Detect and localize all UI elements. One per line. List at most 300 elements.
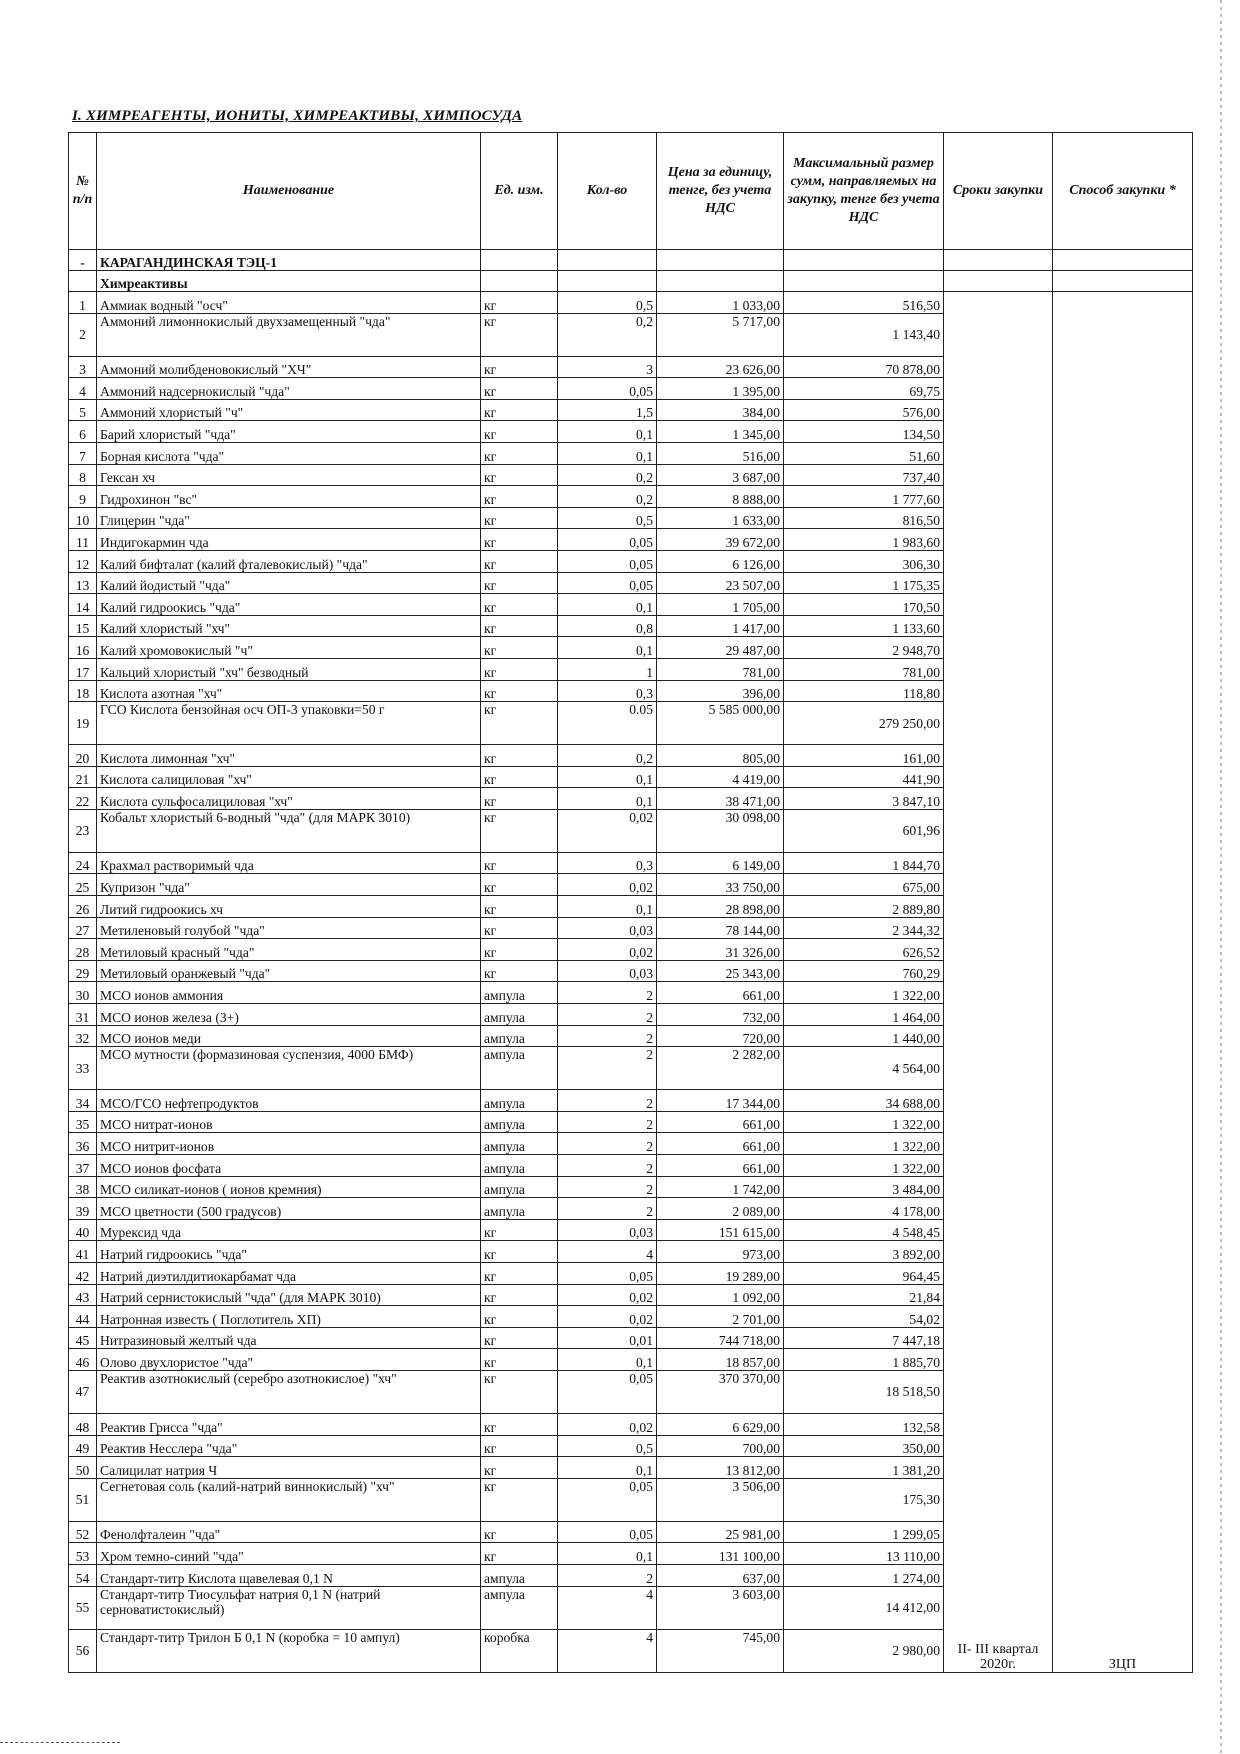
section-row-category [69,271,1193,292]
item-price: 732,00 [657,1004,784,1026]
item-unit: кг [481,313,558,356]
item-name: Индигокармин чда [97,529,481,551]
item-price: 131 100,00 [657,1543,784,1565]
item-quantity: 0,02 [558,1413,657,1435]
item-max-sum: 3 892,00 [784,1241,944,1263]
item-unit: кг [481,486,558,508]
row-number: 39 [69,1198,97,1220]
row-number: 19 [69,702,97,745]
item-unit: кг [481,745,558,767]
item-unit: кг [481,421,558,443]
item-price: 2 701,00 [657,1306,784,1328]
row-number: 54 [69,1564,97,1586]
item-max-sum: 34 688,00 [784,1090,944,1112]
purchase-term: II- III квартал 2020г. [944,292,1053,1673]
item-price: 4 419,00 [657,766,784,788]
item-unit: кг [481,939,558,961]
item-max-sum: 1 299,05 [784,1521,944,1543]
item-price: 39 672,00 [657,529,784,551]
row-number: 31 [69,1004,97,1026]
row-number: 2 [69,313,97,356]
item-max-sum: 1 322,00 [784,1133,944,1155]
item-max-sum: 170,50 [784,594,944,616]
col-header-price: Цена за единицу, тенге, без учета НДС [657,133,784,250]
item-unit: кг [481,1284,558,1306]
item-name: МСО ионов фосфата [97,1155,481,1177]
item-price: 23 507,00 [657,572,784,594]
item-name: Калий йодистый "чда" [97,572,481,594]
row-number: 10 [69,507,97,529]
item-unit: кг [481,1521,558,1543]
item-quantity: 0,05 [558,529,657,551]
item-unit: кг [481,550,558,572]
col-header-max: Максимальный размер сумм, направляемых на закупку, тенге без учета НДС [784,133,944,250]
row-number: 8 [69,464,97,486]
row-number: 27 [69,917,97,939]
item-max-sum: 2 889,80 [784,896,944,918]
item-quantity: 0,3 [558,852,657,874]
item-name: Калий бифталат (калий фталевокислый) "чда" [97,550,481,572]
item-max-sum: 1 440,00 [784,1025,944,1047]
item-price: 384,00 [657,399,784,421]
item-unit: кг [481,1306,558,1328]
item-name: Кальций хлористый "хч" безводный [97,658,481,680]
row-number: 48 [69,1413,97,1435]
row-number: 1 [69,292,97,314]
row-number: 21 [69,766,97,788]
row-number: 30 [69,982,97,1004]
item-quantity: 0,1 [558,1457,657,1479]
item-price: 3 603,00 [657,1586,784,1629]
item-price: 1 742,00 [657,1176,784,1198]
row-number: 9 [69,486,97,508]
item-price: 370 370,00 [657,1370,784,1413]
item-quantity: 2 [558,1155,657,1177]
item-price: 5 585 000,00 [657,702,784,745]
row-number: 17 [69,658,97,680]
row-number: 14 [69,594,97,616]
item-max-sum: 132,58 [784,1413,944,1435]
item-name: Аммоний хлористый "ч" [97,399,481,421]
row-number: 3 [69,356,97,378]
item-price: 5 717,00 [657,313,784,356]
item-price: 6 126,00 [657,550,784,572]
item-unit: кг [481,1413,558,1435]
item-price: 3 506,00 [657,1478,784,1521]
item-max-sum: 350,00 [784,1435,944,1457]
row-number: 34 [69,1090,97,1112]
item-quantity: 2 [558,1133,657,1155]
item-max-sum: 1 844,70 [784,852,944,874]
item-max-sum: 13 110,00 [784,1543,944,1565]
row-number: 46 [69,1349,97,1371]
item-quantity: 0,1 [558,421,657,443]
item-quantity: 4 [558,1241,657,1263]
item-name: Сегнетовая соль (калий-натрий виннокислый) "хч" [97,1478,481,1521]
row-number: 32 [69,1025,97,1047]
item-name: ГСО Кислота бензойная осч ОП-3 упаковки=50 г [97,702,481,745]
item-name: Литий гидроокись хч [97,896,481,918]
row-number: 23 [69,809,97,852]
item-name: Олово двухлористое "чда" [97,1349,481,1371]
item-quantity: 2 [558,1111,657,1133]
row-number: 28 [69,939,97,961]
item-max-sum: 279 250,00 [784,702,944,745]
item-quantity: 0,3 [558,680,657,702]
item-unit: кг [481,356,558,378]
item-price: 700,00 [657,1435,784,1457]
item-name: Калий хлористый "хч" [97,615,481,637]
item-price: 1 092,00 [657,1284,784,1306]
item-unit: кг [481,1543,558,1565]
item-unit: кг [481,1219,558,1241]
row-number: 13 [69,572,97,594]
item-max-sum: 626,52 [784,939,944,961]
item-name: Кобальт хлористый 6-водный "чда" (для МАРК 3010) [97,809,481,852]
item-quantity: 0,1 [558,1543,657,1565]
item-unit: кг [481,292,558,314]
item-name: МСО ионов железа (3+) [97,1004,481,1026]
item-price: 1 395,00 [657,378,784,400]
item-price: 29 487,00 [657,637,784,659]
item-max-sum: 2 948,70 [784,637,944,659]
item-name: МСО цветности (500 градусов) [97,1198,481,1220]
item-max-sum: 161,00 [784,745,944,767]
col-header-qty: Кол-во [558,133,657,250]
row-number: 18 [69,680,97,702]
item-quantity: 2 [558,982,657,1004]
item-price: 720,00 [657,1025,784,1047]
item-name: Нитразиновый желтый чда [97,1327,481,1349]
item-price: 781,00 [657,658,784,680]
item-quantity: 0,02 [558,939,657,961]
item-quantity: 4 [558,1586,657,1629]
item-quantity: 0,05 [558,1370,657,1413]
item-max-sum: 54,02 [784,1306,944,1328]
item-unit: кг [481,1241,558,1263]
item-quantity: 0,1 [558,442,657,464]
item-quantity: 2 [558,1176,657,1198]
section-category-name: Химреактивы [97,271,481,292]
item-quantity: 2 [558,1090,657,1112]
row-number: 38 [69,1176,97,1198]
item-max-sum: 175,30 [784,1478,944,1521]
item-max-sum: 441,90 [784,766,944,788]
item-price: 661,00 [657,982,784,1004]
item-unit: ампула [481,1176,558,1198]
row-number: 50 [69,1457,97,1479]
item-unit: кг [481,615,558,637]
row-number: 35 [69,1111,97,1133]
table-body [69,250,1193,1673]
item-unit: ампула [481,982,558,1004]
item-unit: ампула [481,1586,558,1629]
item-name: Салицилат натрия Ч [97,1457,481,1479]
item-price: 30 098,00 [657,809,784,852]
row-number: 25 [69,874,97,896]
item-unit: кг [481,594,558,616]
item-quantity: 0,05 [558,1478,657,1521]
item-price: 8 888,00 [657,486,784,508]
item-unit: кг [481,1262,558,1284]
item-price: 18 857,00 [657,1349,784,1371]
table-row [69,292,1193,314]
item-max-sum: 118,80 [784,680,944,702]
item-max-sum: 601,96 [784,809,944,852]
item-max-sum: 737,40 [784,464,944,486]
item-unit: кг [481,1370,558,1413]
item-quantity: 0,02 [558,809,657,852]
item-name: Кислота лимонная "хч" [97,745,481,767]
item-name: МСО ионов аммония [97,982,481,1004]
section-dash: - [69,250,97,271]
item-name: Натрий сернистокислый "чда" (для МАРК 3010) [97,1284,481,1306]
item-name: МСО нитрит-ионов [97,1133,481,1155]
item-price: 661,00 [657,1155,784,1177]
scan-edge-artifact [1220,0,1222,1754]
item-price: 78 144,00 [657,917,784,939]
item-name: Натронная известь ( Поглотитель ХП) [97,1306,481,1328]
item-name: Реактив азотнокислый (серебро азотнокислое) "хч" [97,1370,481,1413]
item-max-sum: 964,45 [784,1262,944,1284]
item-quantity: 0,1 [558,1349,657,1371]
item-price: 1 633,00 [657,507,784,529]
item-quantity: 0,05 [558,550,657,572]
row-number: 7 [69,442,97,464]
procurement-table [68,132,1193,1673]
row-number: 45 [69,1327,97,1349]
row-number: 26 [69,896,97,918]
item-price: 744 718,00 [657,1327,784,1349]
page-title: I. ХИМРЕАГЕНТЫ, ИОНИТЫ, ХИМРЕАКТИВЫ, ХИМПОСУДА [72,108,523,124]
item-max-sum: 675,00 [784,874,944,896]
row-number: 53 [69,1543,97,1565]
item-price: 28 898,00 [657,896,784,918]
item-max-sum: 21,84 [784,1284,944,1306]
row-number: 47 [69,1370,97,1413]
row-number: 49 [69,1435,97,1457]
row-number: 33 [69,1047,97,1090]
item-quantity: 0,05 [558,572,657,594]
item-name: Натрий гидроокись "чда" [97,1241,481,1263]
item-name: Аммоний молибденовокислый "ХЧ" [97,356,481,378]
row-number: 41 [69,1241,97,1263]
col-header-unit: Ед. изм. [481,133,558,250]
item-quantity: 0,02 [558,1284,657,1306]
item-name: Аммоний надсернокислый "чда" [97,378,481,400]
item-max-sum: 70 878,00 [784,356,944,378]
item-unit: кг [481,960,558,982]
row-number: 42 [69,1262,97,1284]
item-max-sum: 1 885,70 [784,1349,944,1371]
scan-bottom-mark [0,1742,120,1745]
item-name: МСО мутности (формазиновая суспензия, 4000 БМФ) [97,1047,481,1090]
item-unit: ампула [481,1004,558,1026]
item-unit: ампула [481,1564,558,1586]
item-max-sum: 1 381,20 [784,1457,944,1479]
item-price: 1 033,00 [657,292,784,314]
item-name: Барий хлористый "чда" [97,421,481,443]
item-max-sum: 781,00 [784,658,944,680]
item-price: 1 417,00 [657,615,784,637]
item-price: 6 629,00 [657,1413,784,1435]
item-unit: кг [481,1349,558,1371]
item-price: 151 615,00 [657,1219,784,1241]
item-max-sum: 1 464,00 [784,1004,944,1026]
item-name: Кислота салициловая "хч" [97,766,481,788]
item-quantity: 0,2 [558,486,657,508]
item-unit: кг [481,637,558,659]
item-quantity: 0,1 [558,594,657,616]
item-max-sum: 516,50 [784,292,944,314]
item-price: 13 812,00 [657,1457,784,1479]
item-unit: ампула [481,1090,558,1112]
item-quantity: 0,02 [558,874,657,896]
item-unit: кг [481,529,558,551]
item-unit: кг [481,917,558,939]
item-price: 31 326,00 [657,939,784,961]
item-price: 19 289,00 [657,1262,784,1284]
header-row [69,133,1193,250]
item-max-sum: 2 344,32 [784,917,944,939]
item-unit: кг [481,874,558,896]
item-name: Кислота сульфосалициловая "хч" [97,788,481,810]
item-price: 661,00 [657,1133,784,1155]
item-name: МСО нитрат-ионов [97,1111,481,1133]
item-quantity: 3 [558,356,657,378]
item-max-sum: 69,75 [784,378,944,400]
item-name: Реактив Несслера "чда" [97,1435,481,1457]
item-max-sum: 2 980,00 [784,1629,944,1672]
item-unit: кг [481,1435,558,1457]
item-unit: кг [481,788,558,810]
item-unit: ампула [481,1133,558,1155]
item-quantity: 0,5 [558,507,657,529]
item-price: 17 344,00 [657,1090,784,1112]
item-price: 33 750,00 [657,874,784,896]
item-max-sum: 1 175,35 [784,572,944,594]
row-number: 40 [69,1219,97,1241]
row-number: 12 [69,550,97,572]
item-quantity: 2 [558,1047,657,1090]
row-number: 36 [69,1133,97,1155]
row-number: 20 [69,745,97,767]
item-quantity: 0,2 [558,313,657,356]
item-unit: кг [481,896,558,918]
item-name: Купризон "чда" [97,874,481,896]
item-max-sum: 1 133,60 [784,615,944,637]
row-number: 43 [69,1284,97,1306]
item-max-sum: 306,30 [784,550,944,572]
item-quantity: 0,05 [558,378,657,400]
item-name: Гексан хч [97,464,481,486]
item-unit: кг [481,766,558,788]
item-max-sum: 1 983,60 [784,529,944,551]
item-price: 396,00 [657,680,784,702]
row-number: 11 [69,529,97,551]
item-price: 805,00 [657,745,784,767]
row-number: 4 [69,378,97,400]
col-header-name: Наименование [97,133,481,250]
item-name: Калий хромовокислый "ч" [97,637,481,659]
item-quantity: 0,2 [558,464,657,486]
row-number: 29 [69,960,97,982]
item-unit: кг [481,680,558,702]
item-max-sum: 3 847,10 [784,788,944,810]
item-name: Борная кислота "чда" [97,442,481,464]
row-number: 56 [69,1629,97,1672]
item-price: 2 282,00 [657,1047,784,1090]
item-unit: кг [481,1327,558,1349]
row-number: 44 [69,1306,97,1328]
item-name: Стандарт-титр Тиосульфат натрия 0,1 N (натрий серноватистокислый) [97,1586,481,1629]
item-max-sum: 14 412,00 [784,1586,944,1629]
item-max-sum: 134,50 [784,421,944,443]
item-unit: кг [481,399,558,421]
item-quantity: 0,05 [558,1521,657,1543]
item-name: Метиленовый голубой "чда" [97,917,481,939]
item-max-sum: 4 548,45 [784,1219,944,1241]
item-max-sum: 1 777,60 [784,486,944,508]
item-name: Аммоний лимоннокислый двухзамещенный "чда" [97,313,481,356]
item-quantity: 0.05 [558,702,657,745]
item-unit: кг [481,442,558,464]
item-name: Мурексид чда [97,1219,481,1241]
item-name: Метиловый оранжевый "чда" [97,960,481,982]
row-number: 6 [69,421,97,443]
item-max-sum: 576,00 [784,399,944,421]
item-name: МСО силикат-ионов ( ионов кремния) [97,1176,481,1198]
col-header-method: Способ закупки * [1053,133,1193,250]
item-unit: ампула [481,1111,558,1133]
row-number: 22 [69,788,97,810]
item-price: 973,00 [657,1241,784,1263]
item-price: 1 345,00 [657,421,784,443]
item-unit: кг [481,507,558,529]
item-name: Натрий диэтилдитиокарбамат чда [97,1262,481,1284]
purchase-method: ЗЦП [1053,292,1193,1673]
item-quantity: 0,02 [558,1306,657,1328]
item-price: 661,00 [657,1111,784,1133]
item-quantity: 0,1 [558,637,657,659]
item-max-sum: 1 143,40 [784,313,944,356]
row-number: 16 [69,637,97,659]
item-quantity: 2 [558,1004,657,1026]
row-number: 55 [69,1586,97,1629]
item-quantity: 0,5 [558,1435,657,1457]
item-name: Гидрохинон "вс" [97,486,481,508]
item-quantity: 0,2 [558,745,657,767]
item-max-sum: 4 178,00 [784,1198,944,1220]
item-name: МСО ионов меди [97,1025,481,1047]
item-unit: кг [481,378,558,400]
item-price: 637,00 [657,1564,784,1586]
row-number: 24 [69,852,97,874]
item-unit: кг [481,702,558,745]
item-name: МСО/ГСО нефтепродуктов [97,1090,481,1112]
row-number: 15 [69,615,97,637]
item-unit: кг [481,572,558,594]
item-price: 23 626,00 [657,356,784,378]
item-quantity: 2 [558,1198,657,1220]
item-quantity: 0,03 [558,960,657,982]
col-header-term: Сроки закупки [944,133,1053,250]
item-quantity: 1 [558,658,657,680]
item-name: Калий гидроокись "чда" [97,594,481,616]
item-price: 3 687,00 [657,464,784,486]
item-unit: ампула [481,1155,558,1177]
item-max-sum: 18 518,50 [784,1370,944,1413]
